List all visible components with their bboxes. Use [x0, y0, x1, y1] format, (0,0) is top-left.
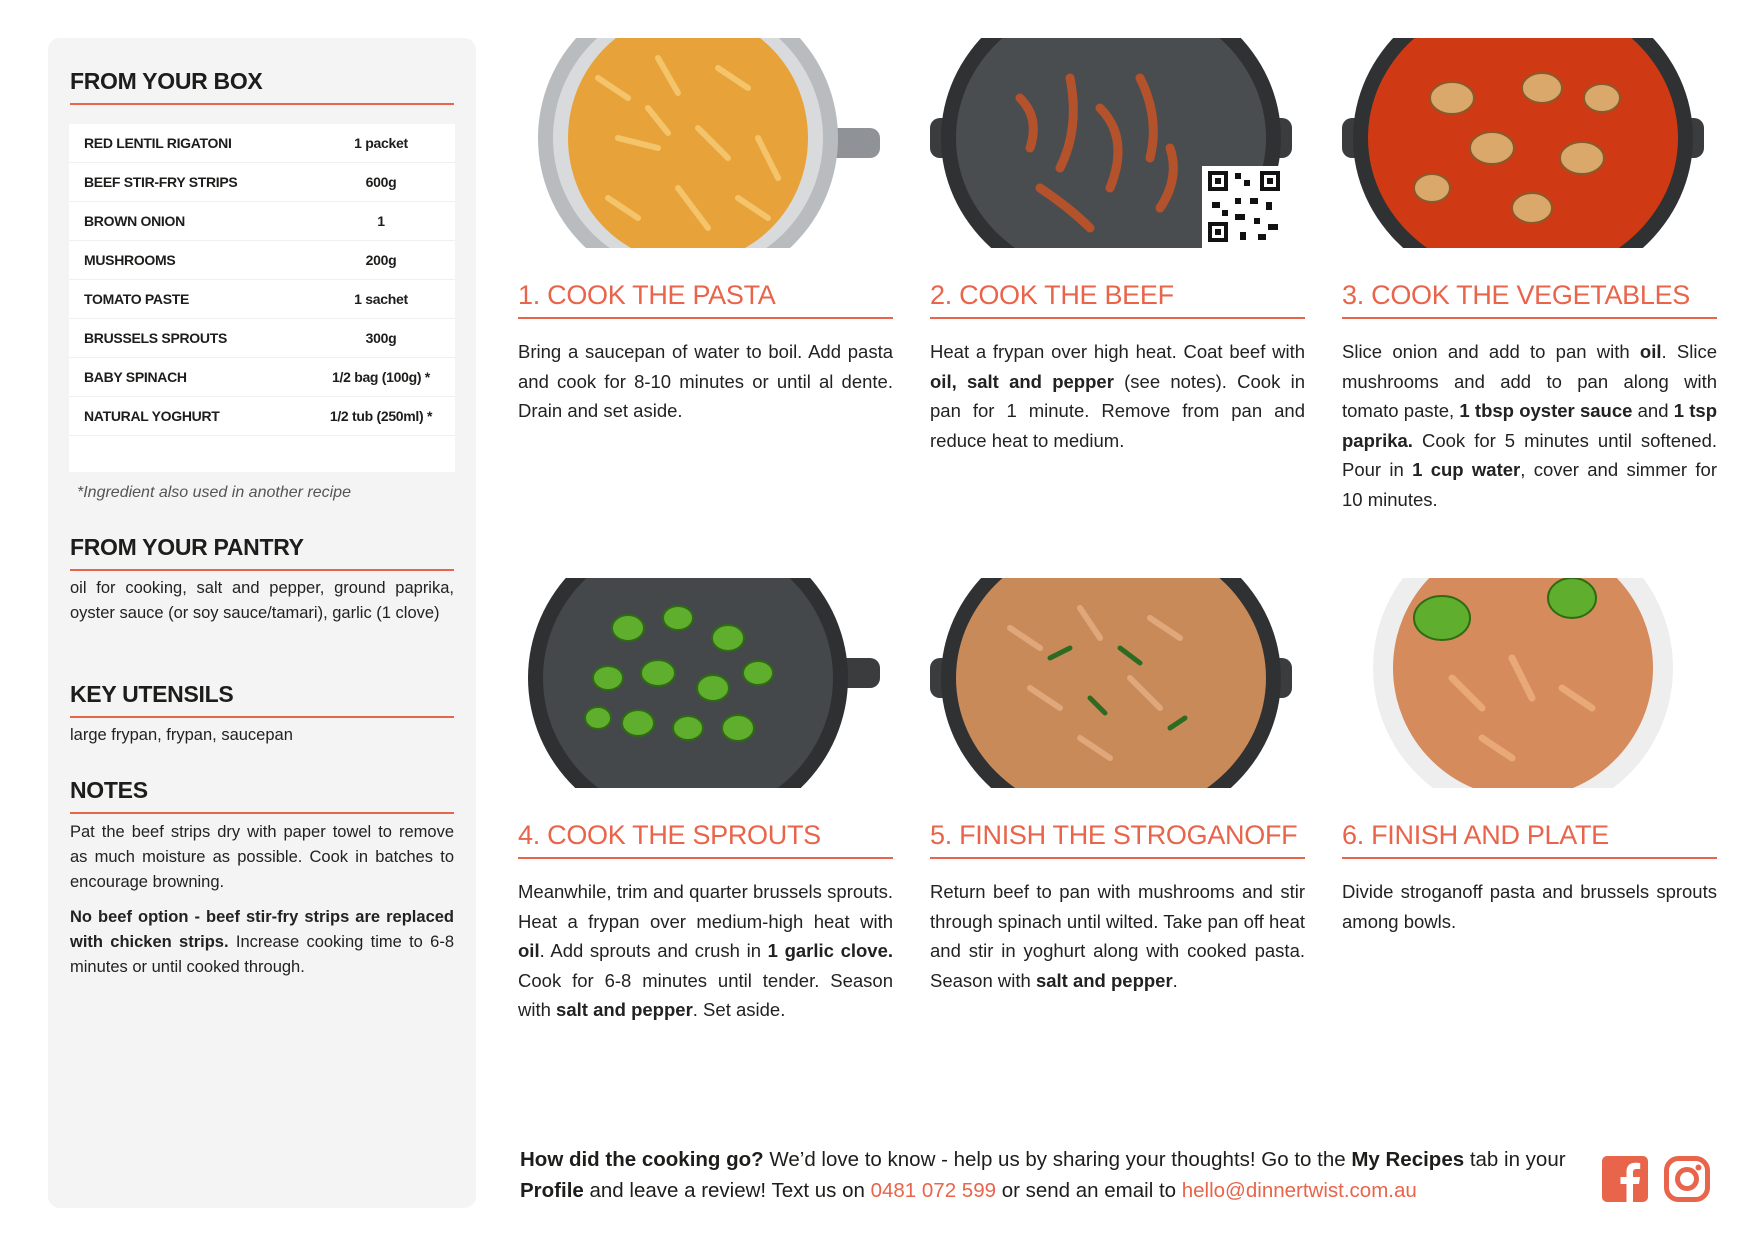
notes-paragraph-1: Pat the beef strips dry with paper towel to remove as much moisture as possible. Cook in batches to encourage browning.	[70, 823, 454, 891]
step-text-segment: Cook for 5 minutes until softened. Pour in	[1342, 429, 1717, 480]
notes-bold-text: No beef option - beef stir-fry strips are replaced with chicken strips.	[70, 908, 454, 951]
step-text-segment: Bring a saucepan of water to boil. Add pasta and cook for 8-10 minutes or until al dente. Drain and set aside.	[518, 341, 893, 421]
ingredient-row	[69, 319, 455, 358]
step-2-title: 2. COOK THE BEEF	[930, 280, 1305, 319]
step-text-segment: and	[1632, 400, 1674, 421]
feedback-text-3: and leave a review! Text us on	[583, 1179, 871, 1202]
ingredient-name: BABY SPINACH	[84, 369, 187, 385]
ingredient-row	[69, 397, 455, 436]
step-text-bold: oil, salt and pepper	[930, 370, 1114, 392]
step-4-text	[518, 877, 893, 1025]
ingredient-row	[69, 241, 455, 280]
email-link[interactable]: hello@dinnertwist.com.au	[1181, 1179, 1417, 1202]
ingredient-name: RED LENTIL RIGATONI	[84, 135, 232, 151]
step-4-title: 4. COOK THE SPROUTS	[518, 820, 893, 859]
my-recipes-label: My Recipes	[1351, 1148, 1465, 1171]
step-text-bold: oil	[518, 940, 540, 961]
feedback-question: How did the cooking go?	[520, 1148, 764, 1171]
step-text-bold: salt and pepper	[1035, 969, 1173, 991]
pantry-title: FROM YOUR PANTRY	[70, 534, 454, 571]
pantry-text: oil for cooking, salt and pepper, ground paprika, oyster sauce (or soy sauce/tamari), garlic (1 clove)	[70, 579, 454, 622]
step-text-bold: 1 cup water	[1412, 459, 1521, 480]
step-6-image	[1342, 578, 1704, 788]
step-text-segment: . Add sprouts and crush in	[539, 940, 768, 961]
facebook-icon[interactable]	[1602, 1156, 1648, 1207]
ingredient-quantity: 1/2 tub (250ml) *	[329, 408, 433, 424]
ingredient-name: TOMATO PASTE	[84, 291, 190, 307]
ingredient-name: MUSHROOMS	[84, 252, 176, 268]
ingredient-name: BEEF STIR-FRY STRIPS	[84, 174, 238, 190]
step-5-image	[930, 578, 1292, 788]
ingredient-row	[69, 202, 455, 241]
step-text-segment: Slice onion and add to pan with	[1342, 341, 1640, 362]
step-3-image	[1342, 38, 1704, 248]
ingredient-row	[69, 280, 455, 319]
ingredient-quantity: 1	[377, 213, 385, 229]
step-5-title: 5. FINISH THE STROGANOFF	[930, 820, 1305, 859]
feedback-text-2: tab in your	[1464, 1148, 1566, 1171]
step-text-bold: 1 tbsp oyster sauce	[1459, 400, 1633, 421]
step-text-bold: 1 garlic clove.	[767, 940, 894, 961]
ingredient-row	[69, 124, 455, 163]
step-text-segment: , cover and simmer for 10 minutes.	[1342, 459, 1717, 510]
step-text-segment: Return beef to pan with mushrooms and stir through spinach until wilted. Take pan off heat and stir in yoghurt along with cooked pasta. Season with	[930, 881, 1305, 991]
step-text-segment: (see notes). Cook in pan for 1 minute. Remove from pan and reduce heat to medium.	[930, 370, 1305, 451]
step-6-text	[1342, 877, 1717, 936]
ingredient-name: BRUSSELS SPROUTS	[84, 330, 227, 346]
ingredient-row	[69, 358, 455, 397]
ingredient-footnote: *Ingredient also used in another recipe	[77, 484, 351, 501]
notes-rest-text: Increase cooking time to 6-8 minutes or until cooked through.	[70, 933, 455, 976]
from-your-box-title: FROM YOUR BOX	[70, 68, 454, 105]
step-text-bold: 1 tsp paprika.	[1342, 400, 1717, 451]
ingredient-name: BROWN ONION	[84, 213, 185, 229]
step-4-image	[518, 578, 880, 788]
feedback-text-4: or send an email to	[996, 1179, 1182, 1202]
step-3-text	[1342, 337, 1717, 514]
step-text-segment: .	[1172, 969, 1178, 991]
notes-paragraph-2	[70, 905, 454, 980]
profile-label: Profile	[520, 1179, 584, 1202]
sidebar	[48, 38, 476, 1208]
utensils-title: KEY UTENSILS	[70, 681, 454, 718]
ingredient-name: NATURAL YOGHURT	[84, 408, 220, 424]
step-text-segment: Heat a frypan over high heat. Coat beef with	[930, 341, 1305, 362]
instagram-icon[interactable]	[1664, 1156, 1710, 1207]
ingredients-table	[69, 124, 455, 472]
ingredient-row	[69, 163, 455, 202]
step-1-title: 1. COOK THE PASTA	[518, 280, 893, 319]
ingredient-quantity: 600g	[365, 174, 397, 190]
ingredient-quantity: 1/2 bag (100g) *	[332, 369, 430, 385]
step-text-segment: Divide stroganoff pasta and brussels sprouts among bowls.	[1342, 881, 1717, 932]
step-text-segment: . Slice mushrooms and add to pan along with tomato paste,	[1342, 341, 1717, 421]
ingredient-quantity: 300g	[365, 330, 397, 346]
step-1-image	[518, 38, 880, 248]
step-6-title: 6. FINISH AND PLATE	[1342, 820, 1717, 859]
step-5-text	[930, 877, 1305, 995]
step-text-bold: oil	[1639, 341, 1662, 362]
feedback-text	[520, 1144, 1580, 1206]
ingredient-quantity: 200g	[365, 252, 397, 268]
notes-title: NOTES	[70, 777, 454, 814]
feedback-text-1: We’d love to know - help us by sharing your thoughts! Go to the	[763, 1148, 1352, 1171]
step-text-segment: Meanwhile, trim and quarter brussels sprouts. Heat a frypan over medium-high heat with	[518, 881, 893, 932]
step-text-segment: . Set aside.	[692, 999, 786, 1020]
ingredient-quantity: 1 sachet	[354, 291, 408, 307]
qr-code-icon[interactable]	[1202, 166, 1288, 248]
step-2-text	[930, 337, 1305, 455]
notes-text	[70, 820, 454, 990]
step-text-segment: Cook for 6-8 minutes until tender. Season with	[518, 969, 893, 1020]
step-2-image	[930, 38, 1292, 248]
phone-link[interactable]: 0481 072 599	[870, 1179, 996, 1202]
step-text-bold: salt and pepper	[556, 999, 693, 1020]
step-1-text	[518, 337, 893, 426]
ingredient-quantity: 1 packet	[354, 135, 408, 151]
utensils-text: large frypan, frypan, saucepan	[70, 726, 293, 744]
step-3-title: 3. COOK THE VEGETABLES	[1342, 280, 1717, 319]
